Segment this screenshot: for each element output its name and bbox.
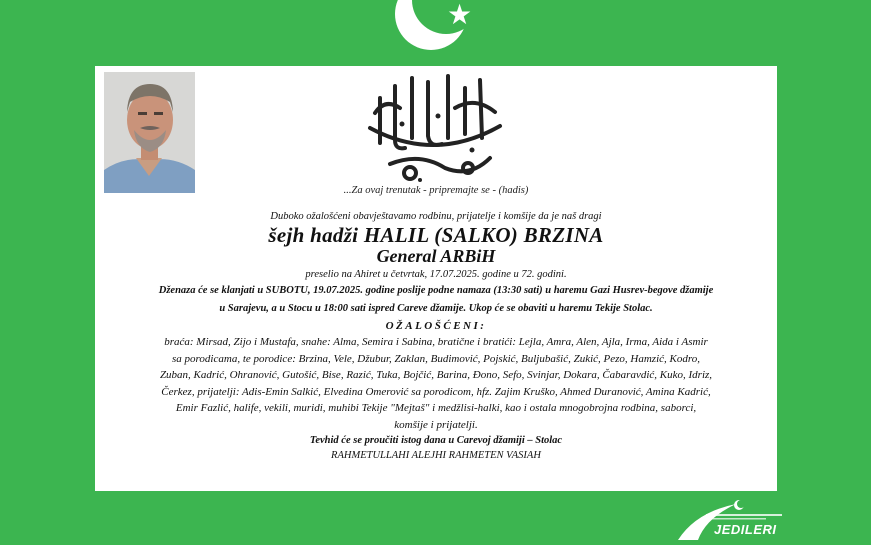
hadith-quote: ...Za ovaj trenutak - pripremajte se - (hadis)	[343, 185, 529, 196]
funeral-line-1: Dženaza će se klanjati u SUBOTU, 19.07.2025. godine poslije podne namaza (13:30 sati) u haremu Gazi Husrev-begove džamije	[158, 285, 714, 296]
obituary-panel	[95, 66, 777, 491]
mourners-list	[95, 334, 777, 433]
passing-date: preselio na Ahiret u četvrtak, 17.07.2025. godine u 72. godini.	[305, 269, 567, 280]
mourners-line: Emir Fazlić, halife, vekili, muridi, muhibi Tekije "Mejtaš" i medžlisi-halki, kao i ostala mnogobrojna rodbina, saborci,	[175, 402, 697, 414]
arabic-calligraphy	[350, 68, 520, 186]
mourners-line: Zuban, Kadrić, Ohranović, Gutošić, Bise, Razić, Tuka, Bojčić, Barina, Đono, Sefo, Svinjar, Dokara, Čabaravdić, Kuko, Idriz,	[159, 369, 713, 381]
obituary-text	[95, 210, 777, 463]
logo-text: JEDILERI	[714, 522, 777, 537]
funeral-line-2: u Sarajevu, a u Stocu u 18:00 sati ispred Careve džamije. Ukop će se obaviti u haremu Tekije Stolac.	[219, 303, 653, 314]
deceased-name: šejh hadži HALIL (SALKO) BRZINA	[268, 223, 604, 247]
star-icon: ★	[447, 0, 473, 31]
mourners-line: braća: Mirsad, Zijo i Mustafa, snahe: Alma, Semira i Sabina, bratične i bratići: Lejla, Amra, Alen, Ajla, Irma, Aida i Asmir	[164, 336, 708, 348]
intro-line: Duboko ožalošćeni obavještavamo rodbinu, prijatelje i komšije da je naš dragi	[270, 211, 602, 222]
mourners-line: sa porodicama, te porodice: Brzina, Vele, Džubur, Zaklan, Budimović, Pojskić, Buljubašić, Zukić, Pezo, Hamzić, Kodro,	[172, 352, 700, 365]
mourners-line: Čerkez, prijatelji: Adis-Emin Salkić, Elvedina Omerović sa porodicom, hfz. Zajim Kruško, Ahmed Duranović, Amina Kadrić,	[161, 385, 711, 398]
mourners-line: komšije i prijatelji.	[394, 418, 478, 431]
rahmet-line: RAHMETULLAHI ALEJHI RAHMETEN VASIAH	[331, 450, 541, 461]
portrait-photo	[104, 72, 195, 193]
tevhid-line: Tevhid će se proučiti istog dana u Carevoj džamiji – Stolac	[309, 435, 563, 446]
mourners-title: OŽALOŠĆENI:	[385, 320, 487, 332]
deceased-rank: General ARBiH	[376, 246, 496, 266]
